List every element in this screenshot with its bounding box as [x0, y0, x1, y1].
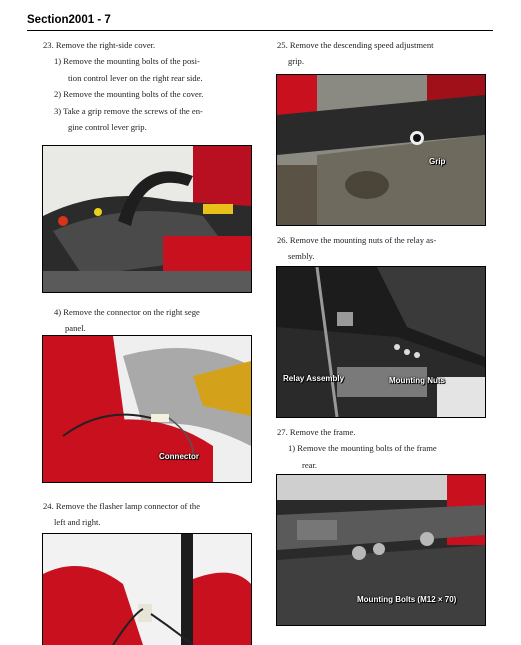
- connector-image: [43, 336, 251, 482]
- control-lever-image: [43, 146, 251, 292]
- photo-frame-bolts: [276, 474, 486, 626]
- mounting-bolts-callout: Mounting Bolts (M12 × 70): [357, 595, 457, 604]
- photo-relay-assembly: [276, 266, 486, 418]
- flasher-lamp-image: [43, 534, 251, 645]
- left-column-bottom: [43, 498, 200, 531]
- step-23-4a: 4) Remove the connector on the right sege: [54, 307, 200, 317]
- header-rule: [27, 30, 493, 31]
- step-26a: 26. Remove the mounting nuts of the relay as-: [277, 235, 437, 245]
- relay-callout: Relay Assembly: [283, 374, 345, 383]
- relay-assembly-image: [277, 267, 485, 417]
- step-25b: grip.: [288, 56, 304, 67]
- mounting-nuts-callout: Mounting Nuts: [389, 376, 445, 385]
- right-column-top: [277, 37, 434, 70]
- step-24a: 24. Remove the flasher lamp connector of the: [43, 501, 201, 511]
- photo-flasher-lamp: [42, 533, 252, 645]
- step-23-4b: panel.: [65, 323, 86, 334]
- step-27-1b: rear.: [302, 459, 318, 470]
- step-23-3b: gine control lever grip.: [68, 122, 147, 133]
- photo-control-lever: [42, 145, 252, 293]
- step-25a: 25. Remove the descending speed adjustment: [277, 40, 434, 50]
- right-column-mid: [277, 232, 436, 265]
- grip-image: [277, 75, 485, 225]
- step-24b: left and right.: [54, 517, 101, 528]
- left-column-top: [43, 37, 203, 135]
- photo-connector: [42, 335, 252, 483]
- step-23-1a: 1) Remove the mounting bolts of the posi-: [54, 56, 200, 67]
- step-27: 27. Remove the frame.: [277, 427, 356, 437]
- photo-grip: [276, 74, 486, 226]
- step-26b: sembly.: [288, 251, 315, 262]
- right-column-bottom: [277, 424, 437, 473]
- step-23-3a: 3) Take a grip remove the screws of the en-: [54, 105, 203, 116]
- grip-callout: Grip: [429, 157, 446, 166]
- step-23: 23. Remove the right-side cover.: [43, 40, 156, 50]
- connector-callout: Connector: [159, 452, 199, 461]
- section-header: Section2001 - 7: [27, 14, 111, 26]
- left-column-mid: [54, 304, 200, 337]
- step-23-2: 2) Remove the mounting bolts of the cover.: [54, 89, 204, 100]
- step-23-1b: tion control lever on the right rear side.: [68, 72, 203, 83]
- step-27-1a: 1) Remove the mounting bolts of the frame: [288, 443, 437, 454]
